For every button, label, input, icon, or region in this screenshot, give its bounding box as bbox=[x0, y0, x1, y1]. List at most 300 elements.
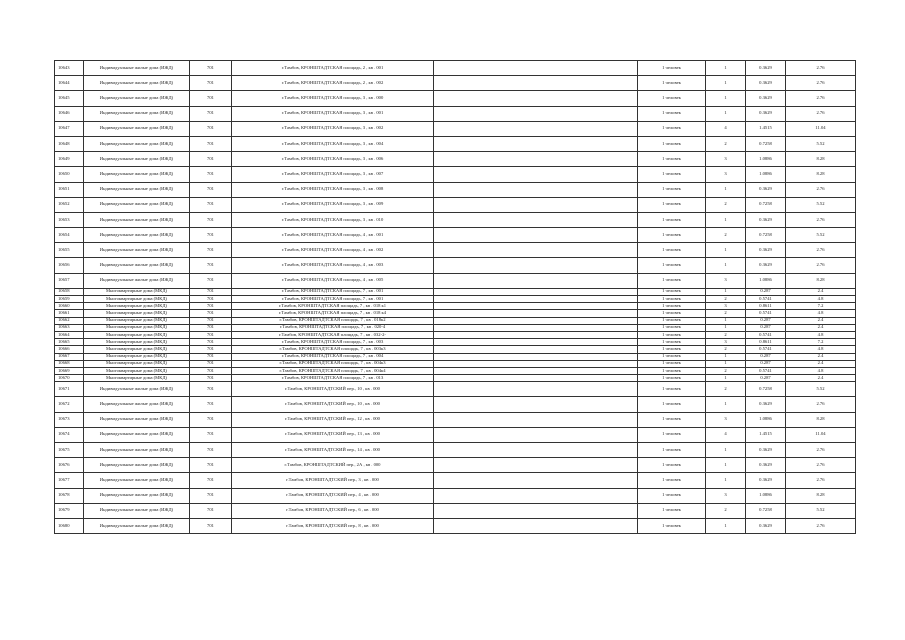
table-row bbox=[55, 317, 856, 324]
resident-count: 1 bbox=[706, 258, 746, 273]
row-number: 10651 bbox=[55, 182, 84, 197]
row-number: 10670 bbox=[55, 375, 84, 382]
address: г.Тамбов, КРОНШТАДТСКАЯ площадь, 7 , кв . 020-4 bbox=[232, 324, 434, 331]
table-row bbox=[55, 310, 856, 317]
empty-cell bbox=[434, 331, 638, 338]
empty-cell bbox=[434, 76, 638, 91]
building-type: Индивидуальные жилые дома (ИЖД) bbox=[84, 61, 190, 76]
building-type: Индивидуальные жилые дома (ИЖД) bbox=[84, 76, 190, 91]
table-row bbox=[55, 182, 856, 197]
building-type: Индивидуальные жилые дома (ИЖД) bbox=[84, 106, 190, 121]
service-code: 701 bbox=[190, 503, 232, 518]
unit-label: 1 человек bbox=[638, 331, 706, 338]
volume-value: 4.8 bbox=[786, 310, 856, 317]
building-type: Индивидуальные жилые дома (ИЖД) bbox=[84, 503, 190, 518]
row-number: 10669 bbox=[55, 367, 84, 374]
resident-count: 1 bbox=[706, 61, 746, 76]
address: г.Тамбов, КРОНШТАДТСКАЯ площадь, 7 , кв . 018к2 bbox=[232, 317, 434, 324]
service-code: 701 bbox=[190, 331, 232, 338]
row-number: 10659 bbox=[55, 296, 84, 303]
service-code: 701 bbox=[190, 152, 232, 167]
service-code: 701 bbox=[190, 136, 232, 151]
volume-value: 8.28 bbox=[786, 273, 856, 288]
resident-count: 1 bbox=[706, 243, 746, 258]
unit-label: 1 человек bbox=[638, 212, 706, 227]
empty-cell bbox=[434, 488, 638, 503]
table-row bbox=[55, 61, 856, 76]
norm-value: 0.3629 bbox=[746, 443, 786, 458]
volume-value: 2.76 bbox=[786, 397, 856, 412]
table-row bbox=[55, 339, 856, 346]
service-code: 701 bbox=[190, 324, 232, 331]
volume-value: 8.28 bbox=[786, 152, 856, 167]
service-code: 701 bbox=[190, 375, 232, 382]
empty-cell bbox=[434, 228, 638, 243]
building-type: Многоквартирные дома (МКД) bbox=[84, 360, 190, 367]
empty-cell bbox=[434, 212, 638, 227]
resident-count: 3 bbox=[706, 488, 746, 503]
service-code: 701 bbox=[190, 106, 232, 121]
table-row bbox=[55, 303, 856, 310]
service-code: 701 bbox=[190, 346, 232, 353]
row-number: 10653 bbox=[55, 212, 84, 227]
address: г.Тамбов, КРОНШТАДТСКИЙ пер., 3 , кв . 000 bbox=[232, 473, 434, 488]
row-number: 10656 bbox=[55, 258, 84, 273]
table-row bbox=[55, 296, 856, 303]
unit-label: 1 человек bbox=[638, 353, 706, 360]
address: г.Тамбов, КРОНШТАДТСКАЯ площадь, 4 , кв . 005 bbox=[232, 273, 434, 288]
building-type: Многоквартирные дома (МКД) bbox=[84, 367, 190, 374]
row-number: 10676 bbox=[55, 458, 84, 473]
table-row bbox=[55, 197, 856, 212]
resident-count: 3 bbox=[706, 303, 746, 310]
resident-count: 3 bbox=[706, 167, 746, 182]
unit-label: 1 человек bbox=[638, 518, 706, 533]
address: г.Тамбов, КРОНШТАДТСКАЯ площадь, 3 , кв . 007 bbox=[232, 167, 434, 182]
service-code: 701 bbox=[190, 243, 232, 258]
service-code: 701 bbox=[190, 310, 232, 317]
address: г.Тамбов, КРОНШТАДТСКАЯ площадь, 7 , кв . 018 к1 bbox=[232, 303, 434, 310]
unit-label: 1 человек bbox=[638, 121, 706, 136]
resident-count: 2 bbox=[706, 331, 746, 338]
row-number: 10644 bbox=[55, 76, 84, 91]
norm-value: 0.3629 bbox=[746, 518, 786, 533]
address: г.Тамбов, КРОНШТАДТСКИЙ пер., 4 , кв . 000 bbox=[232, 488, 434, 503]
resident-count: 1 bbox=[706, 443, 746, 458]
empty-cell bbox=[434, 167, 638, 182]
address: г.Тамбов, КРОНШТАДТСКАЯ площадь, 7 , кв . 032-2- bbox=[232, 331, 434, 338]
norm-value: 0.3629 bbox=[746, 243, 786, 258]
empty-cell bbox=[434, 121, 638, 136]
address: г.Тамбов, КРОНШТАДТСКИЙ пер., 12 , кв . 000 bbox=[232, 412, 434, 427]
address: г.Тамбов, КРОНШТАДТСКАЯ площадь, 7 , кв . 003 bbox=[232, 339, 434, 346]
unit-label: 1 человек bbox=[638, 228, 706, 243]
service-code: 701 bbox=[190, 360, 232, 367]
address: г.Тамбов, КРОНШТАДТСКАЯ площадь, 3 , кв . 004 bbox=[232, 136, 434, 151]
volume-value: 7.2 bbox=[786, 339, 856, 346]
building-type: Индивидуальные жилые дома (ИЖД) bbox=[84, 243, 190, 258]
volume-value: 2.4 bbox=[786, 360, 856, 367]
norm-value: 0.5741 bbox=[746, 367, 786, 374]
volume-value: 5.52 bbox=[786, 228, 856, 243]
resident-count: 2 bbox=[706, 346, 746, 353]
norm-value: 0.7258 bbox=[746, 197, 786, 212]
volume-value: 8.28 bbox=[786, 167, 856, 182]
table-row bbox=[55, 518, 856, 533]
resident-count: 1 bbox=[706, 375, 746, 382]
building-type: Индивидуальные жилые дома (ИЖД) bbox=[84, 212, 190, 227]
norm-value: 1.0886 bbox=[746, 152, 786, 167]
volume-value: 2.76 bbox=[786, 518, 856, 533]
norm-value: 0.5741 bbox=[746, 331, 786, 338]
unit-label: 1 человек bbox=[638, 503, 706, 518]
unit-label: 1 человек bbox=[638, 346, 706, 353]
unit-label: 1 человек bbox=[638, 317, 706, 324]
resident-count: 1 bbox=[706, 360, 746, 367]
service-code: 701 bbox=[190, 458, 232, 473]
unit-label: 1 человек bbox=[638, 458, 706, 473]
unit-label: 1 человек bbox=[638, 412, 706, 427]
empty-cell bbox=[434, 367, 638, 374]
records-table bbox=[54, 60, 856, 534]
address: г.Тамбов, КРОНШТАДТСКАЯ площадь, 7 , кв . 001 bbox=[232, 296, 434, 303]
service-code: 701 bbox=[190, 303, 232, 310]
norm-value: 1.0886 bbox=[746, 167, 786, 182]
norm-value: 1.0886 bbox=[746, 412, 786, 427]
empty-cell bbox=[434, 397, 638, 412]
address: г.Тамбов, КРОНШТАДТСКАЯ площадь, 7 , кв . 013 bbox=[232, 375, 434, 382]
service-code: 701 bbox=[190, 473, 232, 488]
service-code: 701 bbox=[190, 443, 232, 458]
service-code: 701 bbox=[190, 212, 232, 227]
address: г.Тамбов, КРОНШТАДТСКАЯ площадь, 3 , кв . 009 bbox=[232, 197, 434, 212]
norm-value: 0.3629 bbox=[746, 397, 786, 412]
empty-cell bbox=[434, 310, 638, 317]
volume-value: 2.76 bbox=[786, 61, 856, 76]
resident-count: 3 bbox=[706, 339, 746, 346]
address: г.Тамбов, КРОНШТАДТСКАЯ площадь, 2 , кв . 002 bbox=[232, 76, 434, 91]
volume-value: 2.4 bbox=[786, 317, 856, 324]
volume-value: 5.52 bbox=[786, 197, 856, 212]
volume-value: 8.28 bbox=[786, 412, 856, 427]
norm-value: 0.7258 bbox=[746, 228, 786, 243]
service-code: 701 bbox=[190, 76, 232, 91]
building-type: Индивидуальные жилые дома (ИЖД) bbox=[84, 488, 190, 503]
empty-cell bbox=[434, 152, 638, 167]
table-row bbox=[55, 167, 856, 182]
resident-count: 3 bbox=[706, 152, 746, 167]
volume-value: 4.8 bbox=[786, 346, 856, 353]
building-type: Многоквартирные дома (МКД) bbox=[84, 303, 190, 310]
unit-label: 1 человек bbox=[638, 324, 706, 331]
resident-count: 1 bbox=[706, 473, 746, 488]
service-code: 701 bbox=[190, 258, 232, 273]
row-number: 10666 bbox=[55, 346, 84, 353]
resident-count: 2 bbox=[706, 197, 746, 212]
service-code: 701 bbox=[190, 339, 232, 346]
volume-value: 2.76 bbox=[786, 212, 856, 227]
empty-cell bbox=[434, 518, 638, 533]
row-number: 10675 bbox=[55, 443, 84, 458]
service-code: 701 bbox=[190, 296, 232, 303]
table-row bbox=[55, 382, 856, 397]
service-code: 701 bbox=[190, 412, 232, 427]
table-row bbox=[55, 152, 856, 167]
building-type: Многоквартирные дома (МКД) bbox=[84, 296, 190, 303]
building-type: Многоквартирные дома (МКД) bbox=[84, 331, 190, 338]
volume-value: 2.76 bbox=[786, 182, 856, 197]
row-number: 10680 bbox=[55, 518, 84, 533]
service-code: 701 bbox=[190, 382, 232, 397]
table-row bbox=[55, 273, 856, 288]
norm-value: 0.3629 bbox=[746, 458, 786, 473]
row-number: 10673 bbox=[55, 412, 84, 427]
table-row bbox=[55, 324, 856, 331]
unit-label: 1 человек bbox=[638, 339, 706, 346]
resident-count: 1 bbox=[706, 106, 746, 121]
table-row bbox=[55, 412, 856, 427]
volume-value: 2.4 bbox=[786, 324, 856, 331]
service-code: 701 bbox=[190, 288, 232, 295]
building-type: Индивидуальные жилые дома (ИЖД) bbox=[84, 182, 190, 197]
row-number: 10678 bbox=[55, 488, 84, 503]
volume-value: 11.04 bbox=[786, 427, 856, 442]
resident-count: 2 bbox=[706, 503, 746, 518]
row-number: 10668 bbox=[55, 360, 84, 367]
volume-value: 2.76 bbox=[786, 473, 856, 488]
building-type: Индивидуальные жилые дома (ИЖД) bbox=[84, 412, 190, 427]
address: г.Тамбов, КРОНШТАДТСКИЙ пер., 6 , кв . 000 bbox=[232, 503, 434, 518]
unit-label: 1 человек bbox=[638, 76, 706, 91]
norm-value: 0.287 bbox=[746, 353, 786, 360]
empty-cell bbox=[434, 288, 638, 295]
address: г.Тамбов, КРОНШТАДТСКИЙ пер., 2А , кв . 000 bbox=[232, 458, 434, 473]
volume-value: 2.76 bbox=[786, 106, 856, 121]
empty-cell bbox=[434, 91, 638, 106]
volume-value: 8.28 bbox=[786, 488, 856, 503]
resident-count: 1 bbox=[706, 397, 746, 412]
resident-count: 2 bbox=[706, 228, 746, 243]
unit-label: 1 человек bbox=[638, 397, 706, 412]
unit-label: 1 человек bbox=[638, 243, 706, 258]
unit-label: 1 человек bbox=[638, 375, 706, 382]
resident-count: 2 bbox=[706, 367, 746, 374]
address: г.Тамбов, КРОНШТАДТСКАЯ площадь, 3 , кв . 008 bbox=[232, 182, 434, 197]
empty-cell bbox=[434, 61, 638, 76]
empty-cell bbox=[434, 339, 638, 346]
resident-count: 1 bbox=[706, 288, 746, 295]
address: г.Тамбов, КРОНШТАДТСКАЯ площадь, 4 , кв . 001 bbox=[232, 228, 434, 243]
empty-cell bbox=[434, 136, 638, 151]
building-type: Многоквартирные дома (МКД) bbox=[84, 375, 190, 382]
norm-value: 1.4515 bbox=[746, 121, 786, 136]
table-row bbox=[55, 228, 856, 243]
row-number: 10665 bbox=[55, 339, 84, 346]
volume-value: 5.52 bbox=[786, 503, 856, 518]
volume-value: 4.8 bbox=[786, 367, 856, 374]
address: г.Тамбов, КРОНШТАДТСКАЯ площадь, 3 , кв . 002 bbox=[232, 121, 434, 136]
address: г.Тамбов, КРОНШТАДТСКАЯ площадь, 2 , кв . 001 bbox=[232, 61, 434, 76]
norm-value: 0.7258 bbox=[746, 503, 786, 518]
empty-cell bbox=[434, 375, 638, 382]
table-row bbox=[55, 288, 856, 295]
resident-count: 1 bbox=[706, 76, 746, 91]
resident-count: 1 bbox=[706, 458, 746, 473]
service-code: 701 bbox=[190, 273, 232, 288]
row-number: 10674 bbox=[55, 427, 84, 442]
empty-cell bbox=[434, 346, 638, 353]
address: г.Тамбов, КРОНШТАДТСКИЙ пер., 8 , кв . 000 bbox=[232, 518, 434, 533]
row-number: 10655 bbox=[55, 243, 84, 258]
service-code: 701 bbox=[190, 167, 232, 182]
row-number: 10650 bbox=[55, 167, 84, 182]
unit-label: 1 человек bbox=[638, 167, 706, 182]
address: г.Тамбов, КРОНШТАДТСКИЙ пер., 14 , кв . 000 bbox=[232, 443, 434, 458]
resident-count: 2 bbox=[706, 296, 746, 303]
building-type: Многоквартирные дома (МКД) bbox=[84, 353, 190, 360]
service-code: 701 bbox=[190, 427, 232, 442]
resident-count: 1 bbox=[706, 91, 746, 106]
address: г.Тамбов, КРОНШТАДТСКАЯ площадь, 3 , кв . 000 bbox=[232, 91, 434, 106]
service-code: 701 bbox=[190, 488, 232, 503]
table-row bbox=[55, 360, 856, 367]
address: г.Тамбов, КРОНШТАДТСКИЙ пер., 10 , кв . 000 bbox=[232, 397, 434, 412]
row-number: 10661 bbox=[55, 310, 84, 317]
empty-cell bbox=[434, 296, 638, 303]
service-code: 701 bbox=[190, 91, 232, 106]
service-code: 701 bbox=[190, 367, 232, 374]
building-type: Индивидуальные жилые дома (ИЖД) bbox=[84, 382, 190, 397]
norm-value: 1.0886 bbox=[746, 488, 786, 503]
service-code: 701 bbox=[190, 182, 232, 197]
norm-value: 0.3629 bbox=[746, 212, 786, 227]
volume-value: 2.76 bbox=[786, 91, 856, 106]
volume-value: 11.04 bbox=[786, 121, 856, 136]
volume-value: 5.52 bbox=[786, 136, 856, 151]
empty-cell bbox=[434, 443, 638, 458]
empty-cell bbox=[434, 182, 638, 197]
norm-value: 0.287 bbox=[746, 317, 786, 324]
table-row bbox=[55, 331, 856, 338]
building-type: Индивидуальные жилые дома (ИЖД) bbox=[84, 167, 190, 182]
norm-value: 0.3629 bbox=[746, 258, 786, 273]
unit-label: 1 человек bbox=[638, 473, 706, 488]
table-row bbox=[55, 136, 856, 151]
building-type: Индивидуальные жилые дома (ИЖД) bbox=[84, 443, 190, 458]
row-number: 10667 bbox=[55, 353, 84, 360]
table-row bbox=[55, 503, 856, 518]
building-type: Индивидуальные жилые дома (ИЖД) bbox=[84, 91, 190, 106]
volume-value: 2.76 bbox=[786, 243, 856, 258]
volume-value: 2.4 bbox=[786, 353, 856, 360]
service-code: 701 bbox=[190, 353, 232, 360]
unit-label: 1 человек bbox=[638, 182, 706, 197]
empty-cell bbox=[434, 503, 638, 518]
address: г.Тамбов, КРОНШТАДТСКАЯ площадь, 7 , кв . 018 к4 bbox=[232, 310, 434, 317]
norm-value: 0.5741 bbox=[746, 346, 786, 353]
norm-value: 0.7258 bbox=[746, 136, 786, 151]
norm-value: 0.5741 bbox=[746, 310, 786, 317]
table-row bbox=[55, 458, 856, 473]
table-row bbox=[55, 91, 856, 106]
resident-count: 3 bbox=[706, 273, 746, 288]
table-row bbox=[55, 427, 856, 442]
norm-value: 1.4515 bbox=[746, 427, 786, 442]
norm-value: 0.287 bbox=[746, 375, 786, 382]
empty-cell bbox=[434, 353, 638, 360]
empty-cell bbox=[434, 382, 638, 397]
address: г.Тамбов, КРОНШТАДТСКАЯ площадь, 3 , кв . 001 bbox=[232, 106, 434, 121]
norm-value: 0.3629 bbox=[746, 106, 786, 121]
norm-value: 0.287 bbox=[746, 324, 786, 331]
address: г.Тамбов, КРОНШТАДТСКАЯ площадь, 7 , кв . 004к4 bbox=[232, 367, 434, 374]
address: г.Тамбов, КРОНШТАДТСКАЯ площадь, 7 , кв . 001 bbox=[232, 288, 434, 295]
table-row bbox=[55, 397, 856, 412]
row-number: 10645 bbox=[55, 91, 84, 106]
row-number: 10658 bbox=[55, 288, 84, 295]
resident-count: 2 bbox=[706, 136, 746, 151]
row-number: 10652 bbox=[55, 197, 84, 212]
address: г.Тамбов, КРОНШТАДТСКИЙ пер., 13 , кв . 000 bbox=[232, 427, 434, 442]
unit-label: 1 человек bbox=[638, 360, 706, 367]
table-row bbox=[55, 488, 856, 503]
row-number: 10646 bbox=[55, 106, 84, 121]
service-code: 701 bbox=[190, 228, 232, 243]
table-row bbox=[55, 212, 856, 227]
unit-label: 1 человек bbox=[638, 367, 706, 374]
empty-cell bbox=[434, 197, 638, 212]
empty-cell bbox=[434, 243, 638, 258]
norm-value: 0.8611 bbox=[746, 303, 786, 310]
empty-cell bbox=[434, 412, 638, 427]
resident-count: 1 bbox=[706, 212, 746, 227]
empty-cell bbox=[434, 324, 638, 331]
building-type: Индивидуальные жилые дома (ИЖД) bbox=[84, 458, 190, 473]
norm-value: 0.3629 bbox=[746, 91, 786, 106]
unit-label: 1 человек bbox=[638, 296, 706, 303]
resident-count: 4 bbox=[706, 121, 746, 136]
service-code: 701 bbox=[190, 518, 232, 533]
building-type: Индивидуальные жилые дома (ИЖД) bbox=[84, 152, 190, 167]
row-number: 10677 bbox=[55, 473, 84, 488]
unit-label: 1 человек bbox=[638, 310, 706, 317]
row-number: 10672 bbox=[55, 397, 84, 412]
resident-count: 1 bbox=[706, 182, 746, 197]
volume-value: 2.76 bbox=[786, 76, 856, 91]
service-code: 701 bbox=[190, 197, 232, 212]
empty-cell bbox=[434, 303, 638, 310]
unit-label: 1 человек bbox=[638, 61, 706, 76]
building-type: Многоквартирные дома (МКД) bbox=[84, 324, 190, 331]
address: г.Тамбов, КРОНШТАДТСКИЙ пер., 10 , кв . 000 bbox=[232, 382, 434, 397]
unit-label: 1 человек bbox=[638, 427, 706, 442]
volume-value: 7.2 bbox=[786, 303, 856, 310]
building-type: Многоквартирные дома (МКД) bbox=[84, 288, 190, 295]
building-type: Индивидуальные жилые дома (ИЖД) bbox=[84, 121, 190, 136]
unit-label: 1 человек bbox=[638, 258, 706, 273]
row-number: 10663 bbox=[55, 324, 84, 331]
table-row bbox=[55, 258, 856, 273]
unit-label: 1 человек bbox=[638, 197, 706, 212]
table-row bbox=[55, 346, 856, 353]
row-number: 10671 bbox=[55, 382, 84, 397]
volume-value: 2.4 bbox=[786, 375, 856, 382]
table-row bbox=[55, 121, 856, 136]
row-number: 10662 bbox=[55, 317, 84, 324]
building-type: Индивидуальные жилые дома (ИЖД) bbox=[84, 473, 190, 488]
volume-value: 2.76 bbox=[786, 443, 856, 458]
building-type: Индивидуальные жилые дома (ИЖД) bbox=[84, 136, 190, 151]
